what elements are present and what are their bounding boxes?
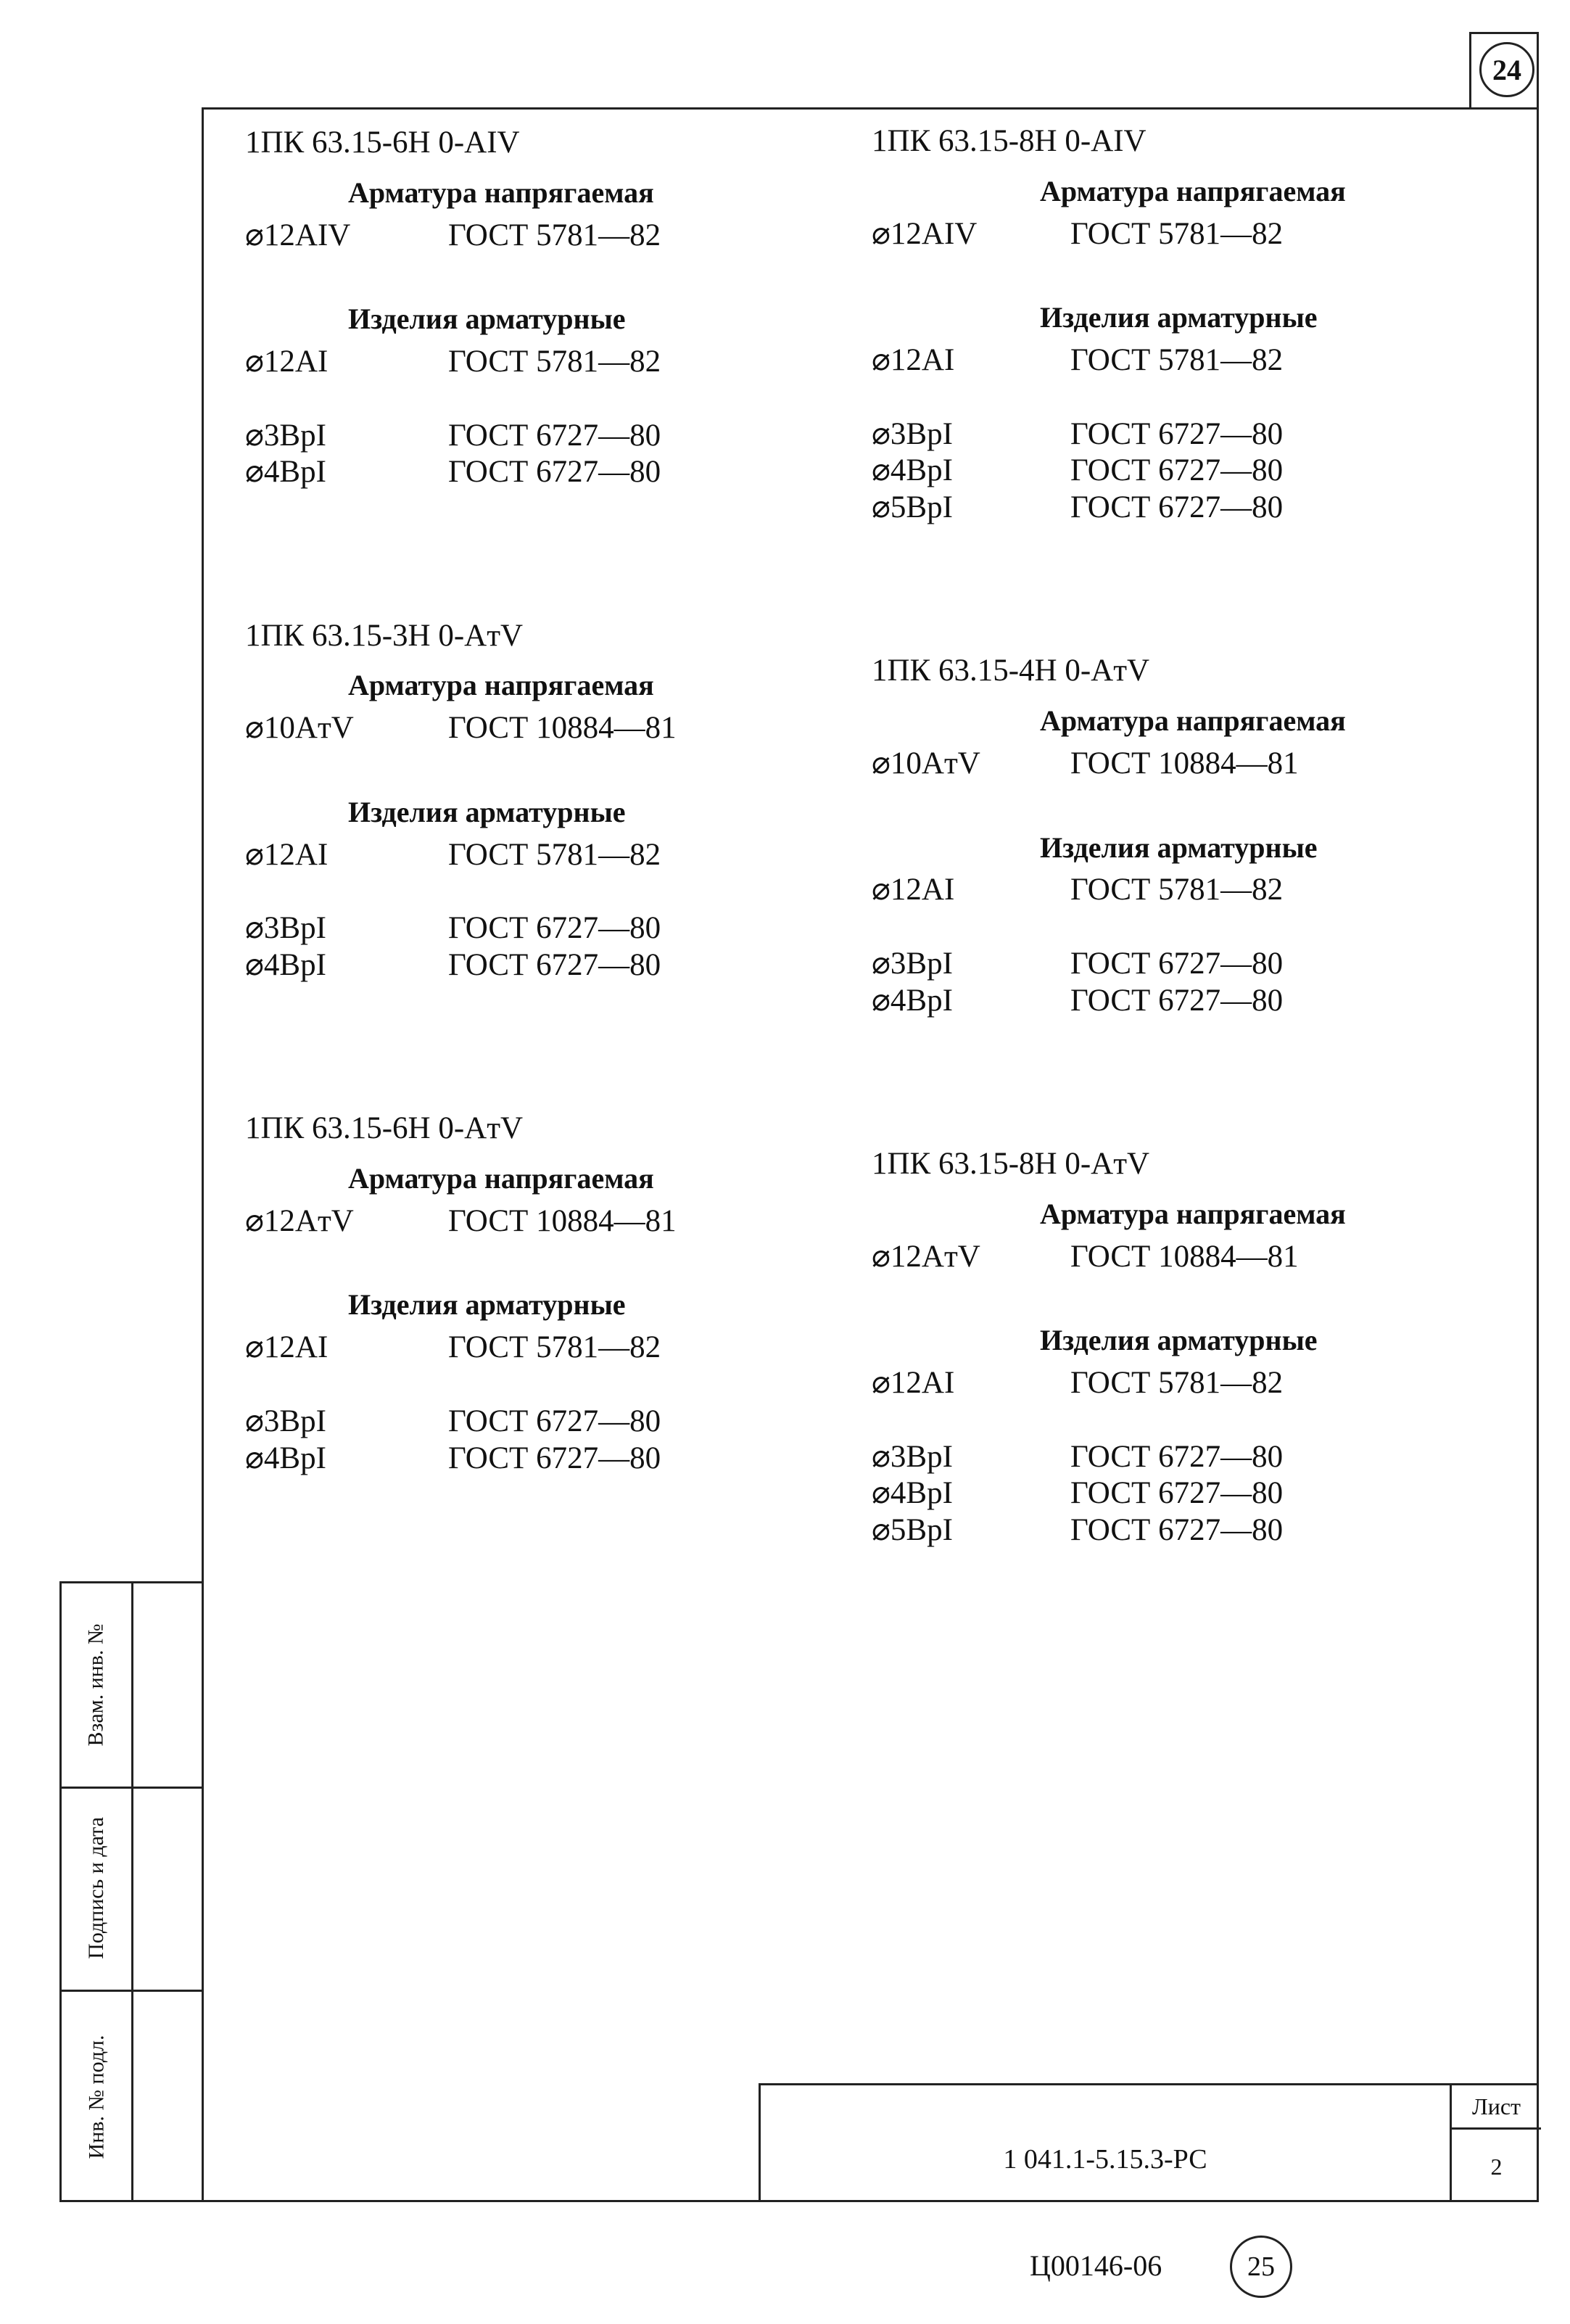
rebar-mark: ⌀4BpI — [872, 983, 953, 1018]
title-block — [759, 2083, 1539, 2202]
section-heading: Арматура напрягаемая — [1040, 174, 1346, 207]
sheet-label: Лист — [1471, 2093, 1521, 2119]
sheet-number: 2 — [1490, 2154, 1503, 2180]
section-heading: Изделия арматурные — [1040, 1324, 1318, 1357]
rebar-mark: ⌀3BpI — [245, 911, 326, 946]
rebar-mark: ⌀5BpI — [872, 1513, 953, 1548]
standard-ref: ГОСТ 6727—80 — [448, 1441, 661, 1475]
signature-date-label: Подпись и дата — [84, 1817, 109, 1959]
rebar-mark: ⌀12AI — [872, 343, 955, 377]
rebar-mark: ⌀4BpI — [245, 1441, 326, 1475]
rebar-mark: ⌀12AI — [245, 345, 329, 379]
standard-ref: ГОСТ 5781—82 — [1070, 873, 1284, 907]
standard-ref: ГОСТ 5781—82 — [448, 837, 661, 872]
section-heading: Изделия арматурные — [348, 302, 626, 336]
page-number-bottom: 25 — [1230, 2236, 1292, 2298]
rebar-mark: ⌀12AтV — [872, 1239, 980, 1274]
rebar-mark: ⌀3BpI — [245, 418, 326, 453]
standard-ref: ГОСТ 6727—80 — [448, 1404, 661, 1438]
standard-ref: ГОСТ 6727—80 — [1070, 490, 1284, 525]
rebar-mark: ⌀12AI — [245, 837, 329, 872]
drawing-frame — [202, 107, 1539, 2202]
section-heading: Арматура напрягаемая — [1040, 704, 1346, 738]
standard-ref: ГОСТ 5781—82 — [448, 345, 661, 379]
replace-inventory-label: Взам. инв. № — [84, 1623, 108, 1747]
standard-ref: ГОСТ 6727—80 — [448, 911, 661, 946]
standard-ref: ГОСТ 10884—81 — [1070, 1239, 1299, 1274]
standard-ref: ГОСТ 6727—80 — [1070, 947, 1284, 981]
product-name: 1ПК 63.15-8Н 0-AтV — [872, 1147, 1150, 1181]
standard-ref: ГОСТ 10884—81 — [448, 1203, 677, 1238]
rebar-mark: ⌀12AI — [872, 1366, 955, 1400]
standard-ref: ГОСТ 5781—82 — [448, 218, 661, 252]
standard-ref: ГОСТ 5781—82 — [1070, 343, 1284, 377]
document-code: 1 041.1-5.15.3-РС — [1003, 2144, 1207, 2175]
standard-ref: ГОСТ 6727—80 — [1070, 983, 1284, 1018]
product-name: 1ПК 63.15-6Н 0-AтV — [245, 1111, 524, 1146]
standard-ref: ГОСТ 10884—81 — [1070, 746, 1299, 780]
section-heading: Арматура напрягаемая — [348, 1162, 654, 1195]
rebar-mark: ⌀12AIV — [872, 216, 978, 251]
page-number-top: 24 — [1479, 42, 1534, 97]
rebar-mark: ⌀4BpI — [245, 455, 326, 490]
section-heading: Арматура напрягаемая — [1040, 1197, 1346, 1230]
standard-ref: ГОСТ 6727—80 — [448, 418, 661, 453]
standard-ref: ГОСТ 6727—80 — [1070, 1476, 1284, 1511]
standard-ref: ГОСТ 5781—82 — [448, 1330, 661, 1365]
rebar-mark: ⌀12AтV — [245, 1203, 354, 1238]
section-heading: Изделия арматурные — [348, 1288, 626, 1322]
approval-strip — [59, 1581, 202, 2202]
rebar-mark: ⌀5BpI — [872, 490, 953, 525]
standard-ref: ГОСТ 5781—82 — [1070, 216, 1284, 251]
product-name: 1ПК 63.15-6Н 0-AIV — [245, 125, 520, 160]
rebar-mark: ⌀4BpI — [872, 453, 953, 488]
rebar-mark: ⌀4BpI — [872, 1476, 953, 1511]
standard-ref: ГОСТ 6727—80 — [1070, 453, 1284, 488]
standard-ref: ГОСТ 6727—80 — [448, 455, 661, 490]
standard-ref: ГОСТ 5781—82 — [1070, 1366, 1284, 1400]
rebar-mark: ⌀12AI — [872, 873, 955, 907]
approval-strip-divider — [131, 1583, 133, 2200]
rebar-mark: ⌀10AтV — [872, 746, 980, 780]
product-name: 1ПК 63.15-3Н 0-AтV — [245, 618, 524, 653]
rebar-mark: ⌀3BpI — [872, 416, 953, 451]
rebar-mark: ⌀12AIV — [245, 218, 351, 252]
standard-ref: ГОСТ 10884—81 — [448, 711, 677, 746]
rebar-mark: ⌀12AI — [245, 1330, 329, 1365]
section-heading: Арматура напрягаемая — [348, 669, 654, 702]
original-inventory-label: Инв. № подл. — [84, 2035, 108, 2159]
rebar-mark: ⌀3BpI — [872, 1439, 953, 1474]
section-heading: Арматура напрягаемая — [348, 176, 654, 209]
footer-code: Ц00146-06 — [1030, 2249, 1162, 2282]
product-name: 1ПК 63.15-8Н 0-AIV — [872, 124, 1146, 158]
rebar-mark: ⌀10AтV — [245, 711, 354, 746]
rebar-mark: ⌀4BpI — [245, 948, 326, 982]
rebar-mark: ⌀3BpI — [245, 1404, 326, 1438]
section-heading: Изделия арматурные — [348, 795, 626, 828]
standard-ref: ГОСТ 6727—80 — [1070, 1439, 1284, 1474]
standard-ref: ГОСТ 6727—80 — [448, 948, 661, 982]
product-name: 1ПК 63.15-4Н 0-AтV — [872, 654, 1150, 688]
rebar-mark: ⌀3BpI — [872, 947, 953, 981]
standard-ref: ГОСТ 6727—80 — [1070, 1513, 1284, 1548]
section-heading: Изделия арматурные — [1040, 831, 1318, 864]
standard-ref: ГОСТ 6727—80 — [1070, 416, 1284, 451]
section-heading: Изделия арматурные — [1040, 301, 1318, 334]
